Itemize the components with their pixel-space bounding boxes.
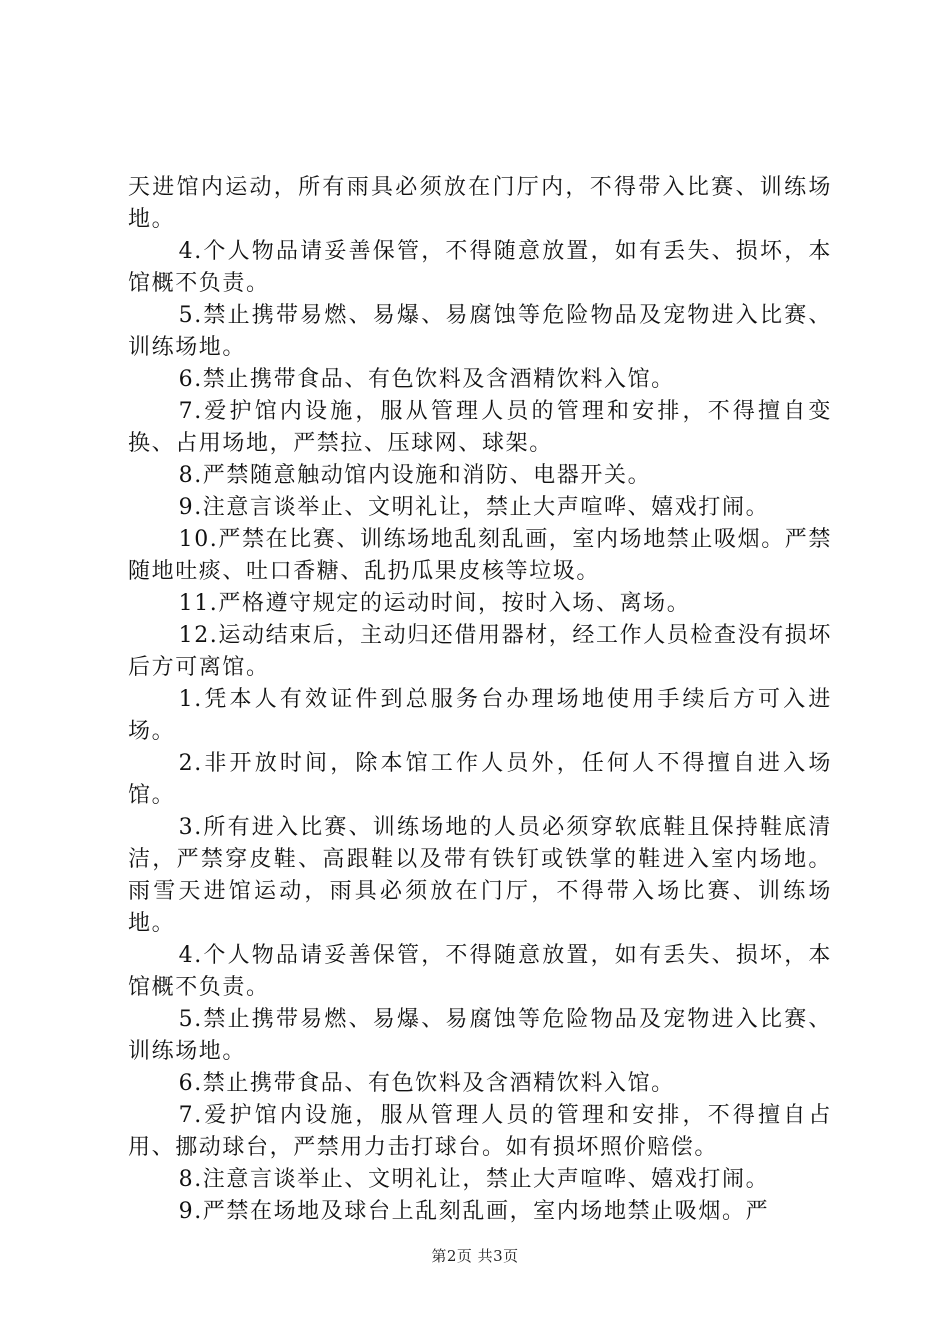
- document-body: [128, 172, 832, 1228]
- rule-item: 8.注意言谈举止、文明礼让，禁止大声喧哗、嬉戏打闹。: [178, 1167, 770, 1192]
- rule-item: 7.爱护馆内设施，服从管理人员的管理和安排，不得擅自占用、挪动球台，严禁用力击打球台。如有损坏照价赔偿。: [128, 1103, 832, 1160]
- rule-item: 4.个人物品请妥善保管，不得随意放置，如有丢失、损坏，本馆概不负责。: [128, 239, 832, 296]
- rule-item: 9.注意言谈举止、文明礼让，禁止大声喧哗、嬉戏打闹。: [178, 495, 770, 520]
- rule-item: 5.禁止携带易燃、易爆、易腐蚀等危险物品及宠物进入比赛、训练场地。: [128, 303, 832, 360]
- rule-item: 1.凭本人有效证件到总服务台办理场地使用手续后方可入进场。: [128, 687, 832, 744]
- rule-item: 11.严格遵守规定的运动时间，按时入场、离场。: [178, 591, 691, 616]
- rule-item: 12.运动结束后，主动归还借用器材，经工作人员检查没有损坏后方可离馆。: [128, 623, 832, 680]
- rule-item: 5.禁止携带易燃、易爆、易腐蚀等危险物品及宠物进入比赛、训练场地。: [128, 1007, 832, 1064]
- rule-item: 6.禁止携带食品、有色饮料及含酒精饮料入馆。: [178, 1071, 675, 1096]
- paragraph-continuation: 天进馆内运动，所有雨具必须放在门厅内，不得带入比赛、训练场地。: [128, 175, 832, 232]
- rule-item: 2.非开放时间，除本馆工作人员外，任何人不得擅自进入场馆。: [128, 751, 832, 808]
- rule-item: 9.严禁在场地及球台上乱刻乱画，室内场地禁止吸烟。严: [178, 1199, 770, 1224]
- rule-item: 8.严禁随意触动馆内设施和消防、电器开关。: [178, 463, 652, 488]
- rule-item: 4.个人物品请妥善保管，不得随意放置，如有丢失、损坏，本馆概不负责。: [128, 943, 832, 1000]
- rule-item: 7.爱护馆内设施，服从管理人员的管理和安排，不得擅自变换、占用场地，严禁拉、压球网、球架。: [128, 399, 832, 456]
- rule-item: 6.禁止携带食品、有色饮料及含酒精饮料入馆。: [178, 367, 675, 392]
- rule-item: 10.严禁在比赛、训练场地乱刻乱画，室内场地禁止吸烟。严禁随地吐痰、吐口香糖、乱扔瓜果皮核等垃圾。: [128, 527, 832, 584]
- page-footer: 第2页 共3页: [431, 1247, 519, 1265]
- rule-item: 3.所有进入比赛、训练场地的人员必须穿软底鞋且保持鞋底清洁，严禁穿皮鞋、高跟鞋以及带有铁钉或铁掌的鞋进入室内场地。雨雪天进馆运动，雨具必须放在门厅，不得带入场比赛、训练场地。: [128, 815, 832, 936]
